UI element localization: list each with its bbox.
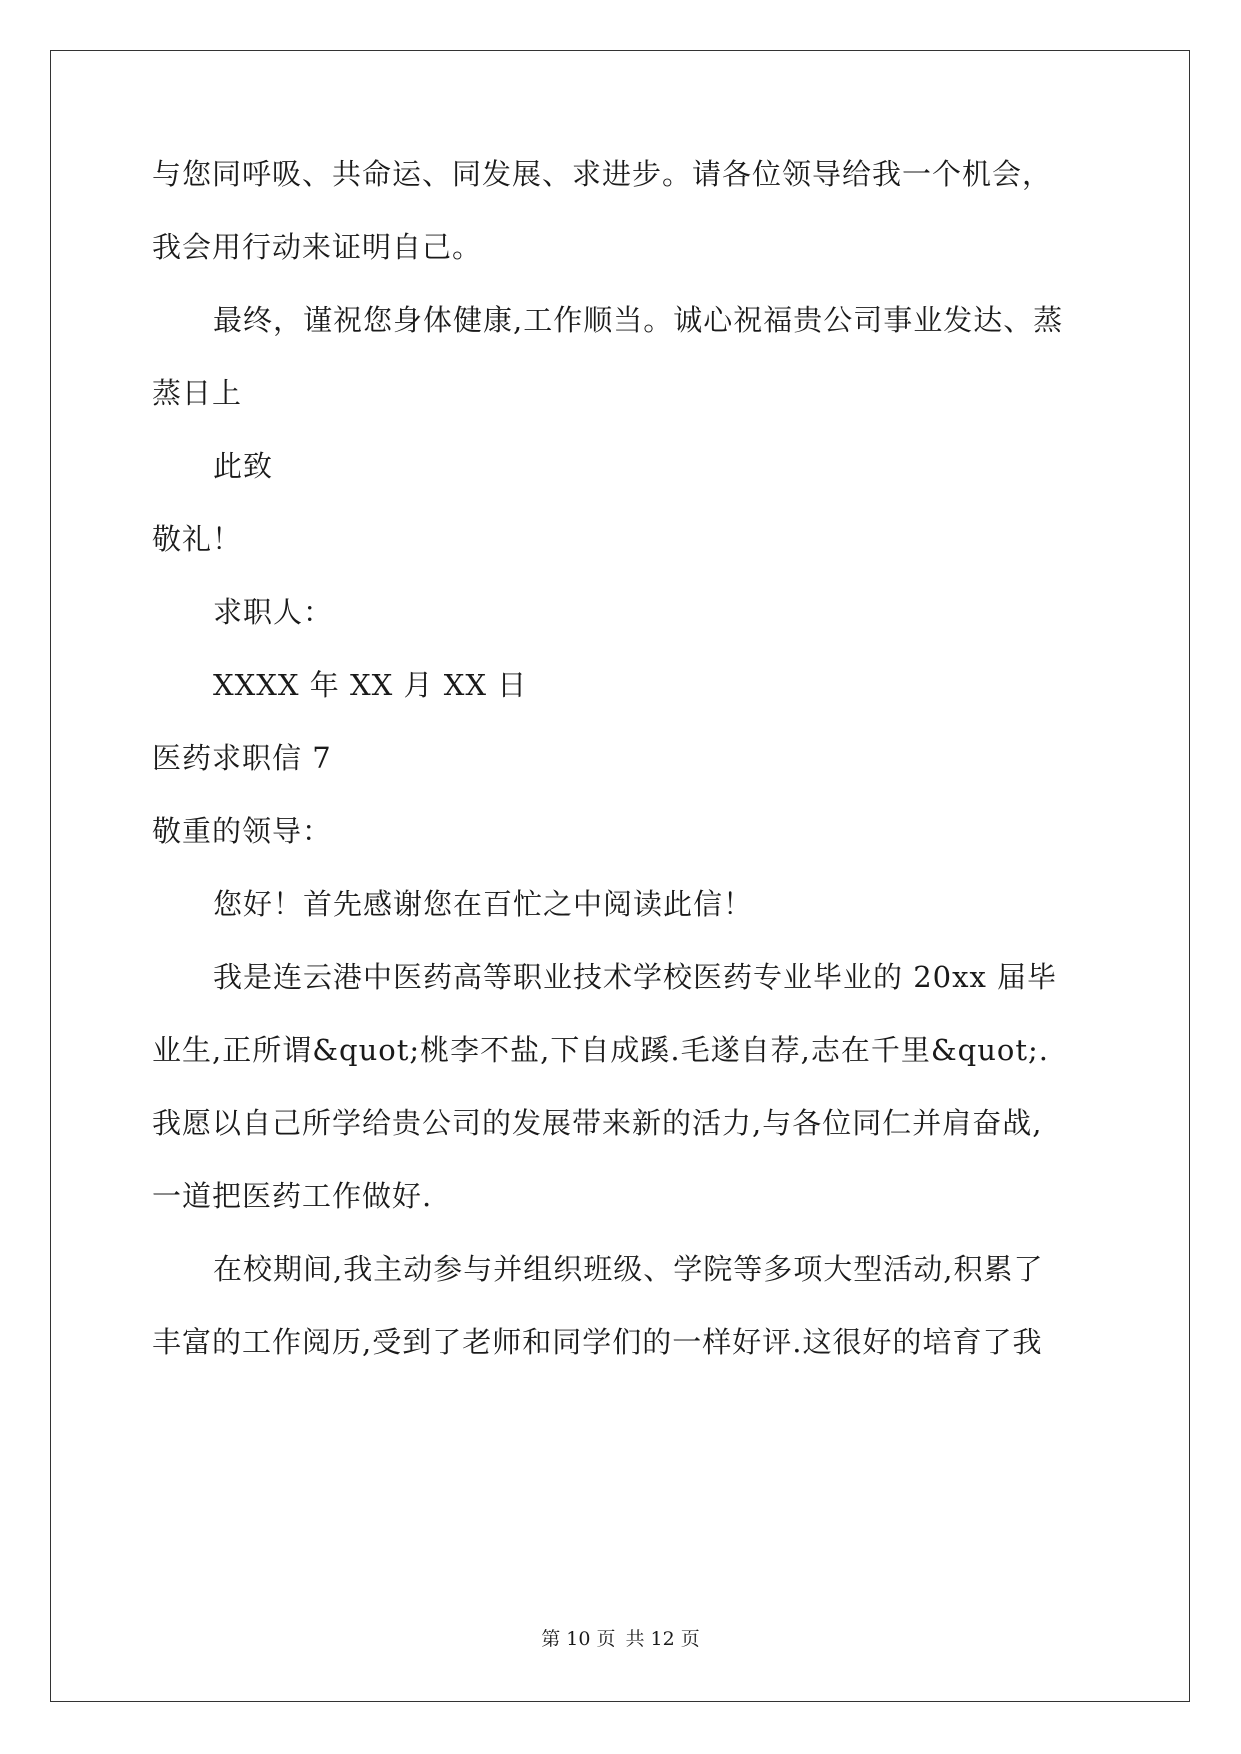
paragraph-line: 我会用行动来证明自己。 [152,230,483,264]
paragraph-line: 丰富的工作阅历,受到了老师和同学们的一样好评.这很好的培育了我 [152,1325,1043,1359]
paragraph-line: 我愿以自己所学给贵公司的发展带来新的活力,与各位同仁并肩奋战, [152,1106,1043,1140]
total-pages: 共 12 页 [625,1628,700,1650]
closing-regards: 敬礼！ [152,522,243,556]
paragraph-line: 一道把医药工作做好. [152,1179,433,1213]
paragraph-line: 您好！首先感谢您在百忙之中阅读此信！ [213,887,754,921]
section-title: 医药求职信 7 [152,741,332,775]
date-line: XXXX 年 XX 月 XX 日 [213,668,528,702]
page-footer [0,1627,1241,1651]
current-page-number: 第 10 页 [541,1628,616,1650]
applicant-label: 求职人： [213,595,334,629]
paragraph-line: 在校期间,我主动参与并组织班级、学院等多项大型活动,积累了 [213,1252,1044,1286]
page-border [50,50,1190,1702]
paragraph-line: 我是连云港中医药高等职业技术学校医药专业毕业的 20xx 届毕 [213,960,1058,994]
paragraph-line: 与您同呼吸、共命运、同发展、求进步。请各位领导给我一个机会， [152,157,1053,191]
greeting: 敬重的领导： [152,814,333,848]
closing-salutation: 此致 [213,449,274,483]
paragraph-line: 蒸日上 [152,376,243,410]
paragraph-line: 业生,正所谓&quot;桃李不盐,下自成蹊.毛遂自荐,志在千里&quot;. [152,1033,1049,1067]
paragraph-line: 最终，谨祝您身体健康,工作顺当。诚心祝福贵公司事业发达、蒸 [213,303,1064,337]
